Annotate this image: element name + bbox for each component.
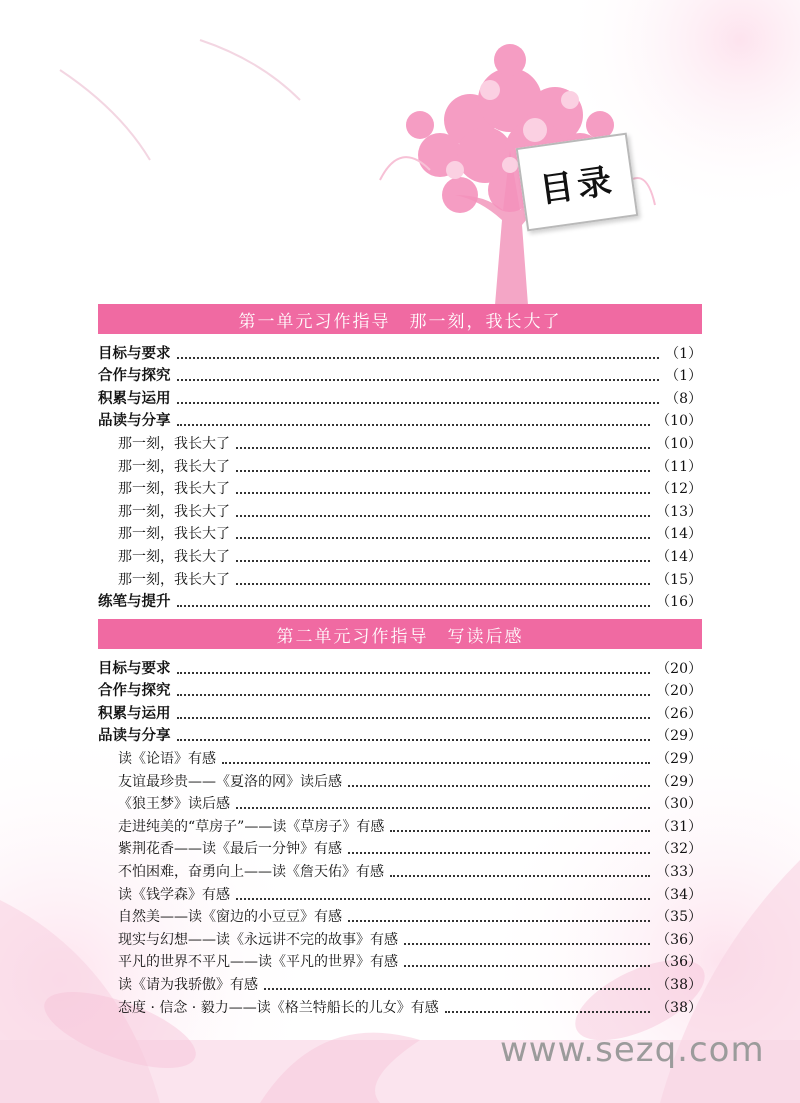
toc-entry-page: （29）: [656, 750, 702, 767]
toc-entry-label: 那一刻，我长大了: [118, 481, 230, 498]
dot-leader: [404, 943, 650, 945]
toc-entry-label: 那一刻，我长大了: [118, 571, 230, 588]
dot-leader: [236, 492, 650, 494]
toc-entry[interactable]: [98, 678, 702, 701]
toc-entry-label: 态度 · 信念 · 毅力——读《格兰特船长的儿女》有感: [118, 999, 439, 1016]
dot-leader: [177, 424, 651, 426]
toc-entry[interactable]: [98, 949, 702, 972]
toc-entry-label: 自然美——读《窗边的小豆豆》有感: [118, 909, 342, 926]
toc-entry-page: （20）: [656, 683, 702, 700]
dot-leader: [390, 830, 650, 832]
toc-entry-label: 紫荆花香——读《最后一分钟》有感: [118, 841, 342, 858]
toc-entry-list: [98, 340, 702, 611]
dot-leader: [177, 717, 651, 719]
toc-entry-page: （14）: [656, 548, 702, 565]
toc-entry-label: 平凡的世界不平凡——读《平凡的世界》有感: [118, 954, 398, 971]
toc-entry-page: （34）: [656, 886, 702, 903]
toc-entry-page: （14）: [656, 526, 702, 543]
toc-entry[interactable]: [98, 813, 702, 836]
toc-entry[interactable]: [98, 566, 702, 589]
toc-entry[interactable]: [98, 858, 702, 881]
toc-entry[interactable]: [98, 836, 702, 859]
toc-entry-label: 合作与探究: [98, 368, 171, 385]
dot-leader: [348, 852, 650, 854]
toc-entry-label: 《狼王梦》读后感: [118, 796, 230, 813]
dot-leader: [177, 739, 651, 741]
toc-entry-label: 那一刻，我长大了: [118, 548, 230, 565]
dot-leader: [177, 379, 660, 381]
toc-entry-page: （13）: [656, 503, 702, 520]
toc-entry-label: 目标与要求: [98, 345, 171, 362]
page-title: 目录: [516, 133, 639, 232]
toc-entry-page: （15）: [656, 571, 702, 588]
toc-section-unit-2: [98, 619, 702, 1017]
toc-entry-page: （29）: [656, 728, 702, 745]
toc-entry-page: （30）: [656, 796, 702, 813]
toc-entry-page: （38）: [656, 976, 702, 993]
toc-entry[interactable]: [98, 453, 702, 476]
toc-entry[interactable]: [98, 521, 702, 544]
toc-entry-page: （1）: [665, 368, 702, 385]
toc-entry[interactable]: [98, 904, 702, 927]
toc-entry-label: 那一刻，我长大了: [118, 503, 230, 520]
toc-entry-label: 不怕困难，奋勇向上——读《詹天佑》有感: [118, 863, 384, 880]
toc-entry-label: 品读与分享: [98, 413, 171, 430]
toc-entry[interactable]: [98, 971, 702, 994]
dot-leader: [236, 447, 650, 449]
toc-entry-label: 那一刻，我长大了: [118, 435, 230, 452]
toc-entry[interactable]: [98, 363, 702, 386]
toc-entry-label: 那一刻，我长大了: [118, 526, 230, 543]
dot-leader: [177, 672, 651, 674]
toc-entry-page: （1）: [665, 345, 702, 362]
toc-entry-page: （33）: [656, 863, 702, 880]
dot-leader: [445, 1011, 650, 1013]
toc-entry[interactable]: [98, 768, 702, 791]
watermark-text: www.sezq.com: [500, 1030, 765, 1070]
toc-entry-label: 积累与运用: [98, 390, 171, 407]
dot-leader: [236, 537, 650, 539]
toc-entry[interactable]: [98, 340, 702, 363]
dot-leader: [236, 515, 650, 517]
toc-entry[interactable]: [98, 745, 702, 768]
toc-entry-label: 读《论语》有感: [118, 750, 216, 767]
toc-entry[interactable]: [98, 655, 702, 678]
dot-leader: [177, 357, 660, 359]
toc-entry-page: （31）: [656, 818, 702, 835]
toc-entry-page: （11）: [656, 458, 702, 475]
toc-entry-label: 友谊最珍贵——《夏洛的网》读后感: [118, 773, 342, 790]
dot-leader: [236, 470, 650, 472]
section-heading: 第一单元习作指导 那一刻，我长大了: [98, 304, 702, 334]
toc-entry-page: （10）: [656, 413, 702, 430]
toc-entry-page: （29）: [656, 773, 702, 790]
toc-entry-page: （10）: [656, 435, 702, 452]
dot-leader: [264, 988, 650, 990]
toc-entry-label: 读《钱学森》有感: [118, 886, 230, 903]
toc-entry-label: 读《请为我骄傲》有感: [118, 976, 258, 993]
toc-entry-page: （36）: [656, 954, 702, 971]
toc-entry[interactable]: [98, 700, 702, 723]
toc-entry[interactable]: [98, 791, 702, 814]
dot-leader: [222, 762, 650, 764]
toc-entry-label: 品读与分享: [98, 728, 171, 745]
toc-entry-list: [98, 655, 702, 1017]
toc-entry[interactable]: [98, 498, 702, 521]
toc-entry-page: （16）: [656, 594, 702, 611]
toc-entry[interactable]: [98, 476, 702, 499]
toc-entry[interactable]: [98, 723, 702, 746]
toc-entry[interactable]: [98, 430, 702, 453]
toc-entry-page: （36）: [656, 931, 702, 948]
toc-entry-page: （26）: [656, 705, 702, 722]
dot-leader: [236, 898, 650, 900]
dot-leader: [177, 694, 651, 696]
toc-entry-label: 合作与探究: [98, 683, 171, 700]
toc-section-unit-1: [98, 304, 702, 611]
dot-leader: [348, 920, 650, 922]
toc-entry[interactable]: [98, 589, 702, 612]
dot-leader: [348, 785, 650, 787]
toc-entry[interactable]: [98, 543, 702, 566]
toc-entry-label: 积累与运用: [98, 705, 171, 722]
toc-entry-label: 练笔与提升: [98, 594, 171, 611]
toc-entry-page: （12）: [656, 481, 702, 498]
toc-entry[interactable]: [98, 926, 702, 949]
toc-entry-label: 那一刻，我长大了: [118, 458, 230, 475]
section-heading: 第二单元习作指导 写读后感: [98, 619, 702, 649]
toc-entry[interactable]: [98, 385, 702, 408]
toc-entry-label: 走进纯美的“草房子”——读《草房子》有感: [118, 818, 385, 835]
dot-leader: [177, 605, 651, 607]
toc-entry-label: 现实与幻想——读《永远讲不完的故事》有感: [118, 931, 398, 948]
toc-entry-page: （8）: [665, 390, 702, 407]
toc-entry[interactable]: [98, 881, 702, 904]
toc-entry-page: （20）: [656, 660, 702, 677]
toc-entry-label: 目标与要求: [98, 660, 171, 677]
dot-leader: [236, 583, 650, 585]
toc-entry-page: （38）: [656, 999, 702, 1016]
dot-leader: [404, 965, 650, 967]
dot-leader: [236, 807, 650, 809]
dot-leader: [177, 402, 660, 404]
toc-entry-page: （32）: [656, 841, 702, 858]
toc-entry[interactable]: [98, 994, 702, 1017]
toc-entry[interactable]: [98, 408, 702, 431]
dot-leader: [390, 875, 650, 877]
dot-leader: [236, 560, 650, 562]
toc-entry-page: （35）: [656, 909, 702, 926]
